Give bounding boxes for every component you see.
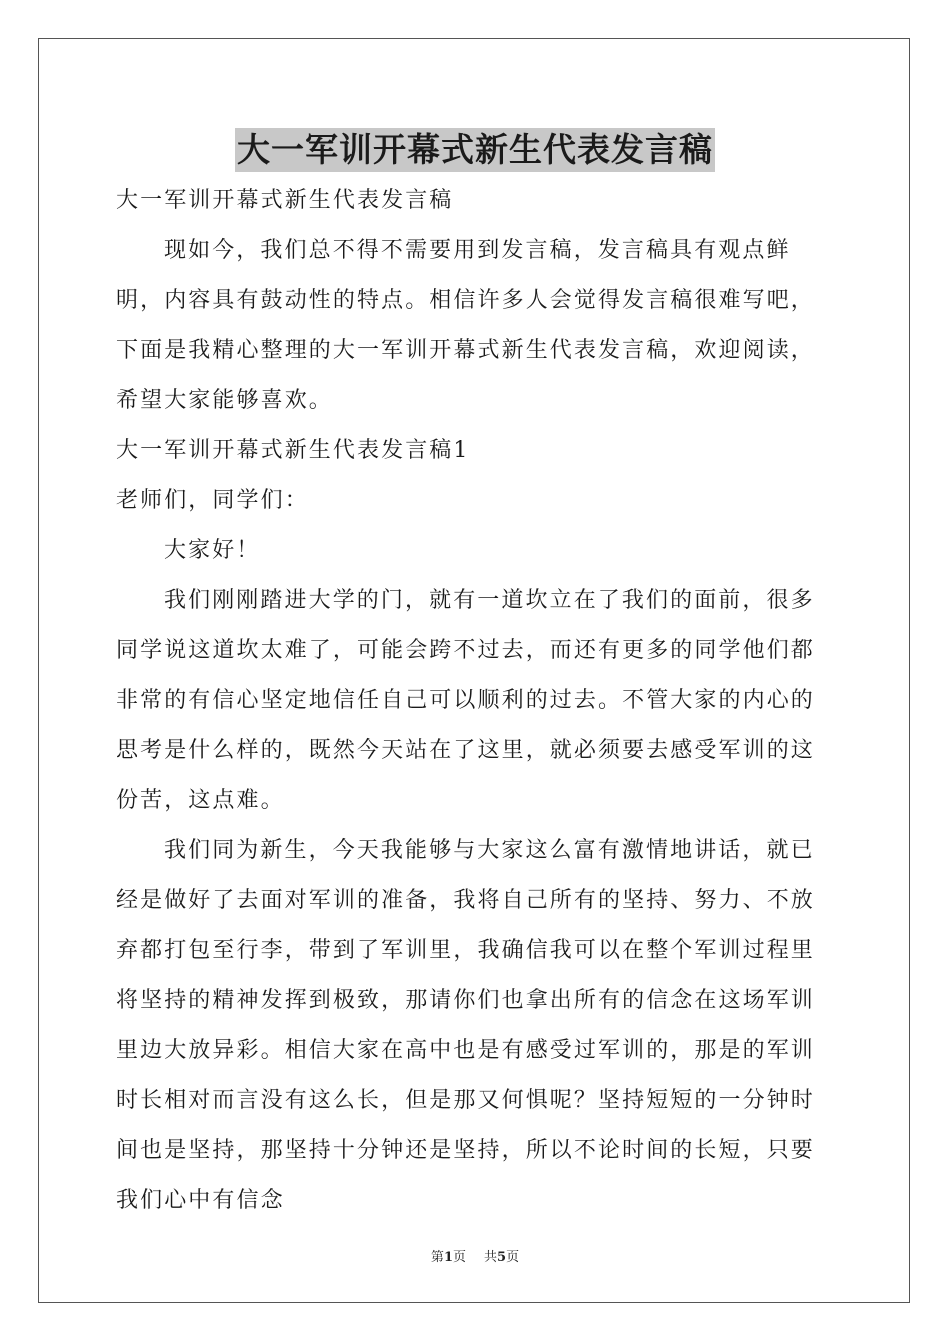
section-heading: 大一军训开幕式新生代表发言稿1 (116, 438, 470, 463)
total-prefix: 共 (484, 1250, 498, 1265)
total-suffix: 页 (506, 1250, 520, 1265)
body-paragraph: 我们刚刚踏进大学的门，就有一道坎立在了我们的面前，很多同学说这道坎太难了，可能会跨不过去，而还有更多的同学他们都非常的有信心坚定地信任自己可以顺利的过去。不管大家的内心的思考是什么样的，既然今天站在了这里，就必须要去感受军训的这份苦，这点难。 (116, 588, 815, 813)
intro-paragraph: 现如今，我们总不得不需要用到发言稿，发言稿具有观点鲜明，内容具有鼓动性的特点。相信许多人会觉得发言稿很难写吧，下面是我精心整理的大一军训开幕式新生代表发言稿，欢迎阅读，希望大家能够喜欢。 (116, 238, 815, 413)
salutation: 老师们，同学们： (116, 488, 309, 513)
subtitle-paragraph: 大一军训开幕式新生代表发言稿 (116, 188, 454, 213)
greeting: 大家好！ (164, 538, 261, 563)
page-footer (0, 1246, 950, 1265)
title-container (0, 128, 950, 172)
document-body (116, 176, 836, 1226)
page-suffix: 页 (452, 1250, 466, 1265)
total-page-number: 5 (497, 1250, 507, 1265)
body-paragraph: 我们同为新生，今天我能够与大家这么富有激情地讲话，就已经是做好了去面对军训的准备，我将自己所有的坚持、努力、不放弃都打包至行李，带到了军训里，我确信我可以在整个军训过程里将坚持的精神发挥到极致，那请你们也拿出所有的信念在这场军训里边大放异彩。相信大家在高中也是有感受过军训的，那是的军训时长相对而言没有这么长，但是那又何惧呢？坚持短短的一分钟时间也是坚持，那坚持十分钟还是坚持，所以不论时间的长短，只要我们心中有信念 (116, 838, 815, 1213)
document-title: 大一军训开幕式新生代表发言稿 (235, 128, 715, 172)
page-prefix: 第 (430, 1250, 444, 1265)
current-page-number: 1 (443, 1250, 453, 1265)
